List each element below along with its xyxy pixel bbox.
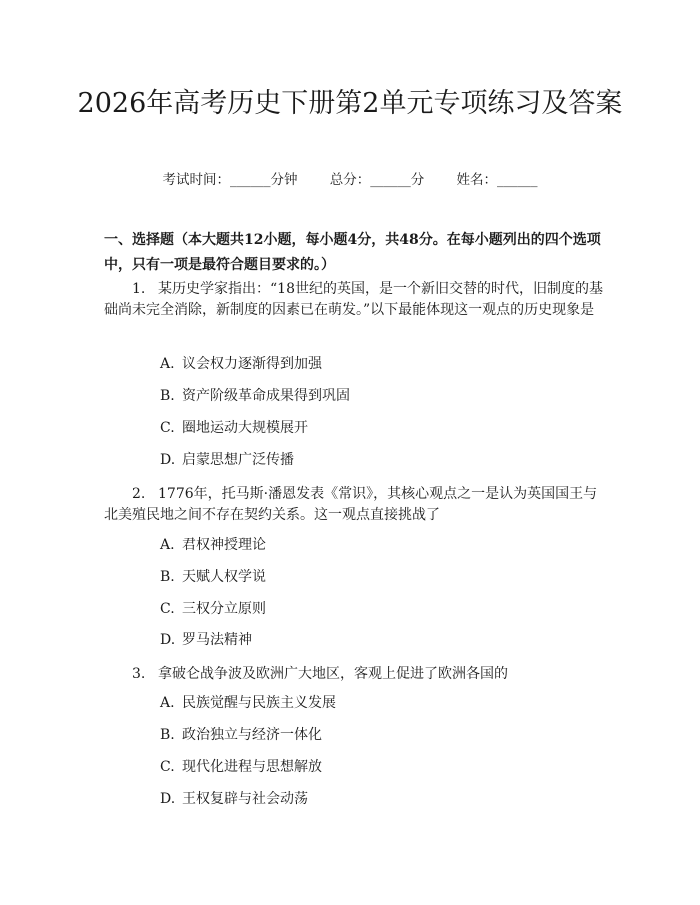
option-letter: D. xyxy=(160,632,176,648)
question-number: 2. xyxy=(132,486,146,502)
question-1-option-a xyxy=(160,354,322,374)
option-letter: D. xyxy=(160,452,176,468)
question-3-option-b xyxy=(160,725,322,745)
section-heading: 一、选择题（本大题共12小题，每小题4分，共48分。在每小题列出的四个选项中，只有一项是最符合题目要求的。） xyxy=(104,232,601,273)
question-number: 1. xyxy=(132,281,146,297)
option-letter: A. xyxy=(160,695,175,711)
option-text: 资产阶级革命成果得到巩固 xyxy=(182,388,350,404)
question-1-option-b xyxy=(160,386,350,406)
option-text: 罗马法精神 xyxy=(182,632,252,648)
exam-name: 姓名：______ xyxy=(456,172,538,188)
option-letter: A. xyxy=(160,356,175,372)
option-letter: C. xyxy=(160,420,175,436)
question-2-option-a xyxy=(160,535,266,555)
exam-score: 总分：______分 xyxy=(329,172,425,188)
option-letter: C. xyxy=(160,759,175,775)
option-text: 民族觉醒与民族主义发展 xyxy=(182,695,336,711)
option-letter: B. xyxy=(160,388,175,404)
option-text: 圈地运动大规模展开 xyxy=(182,420,308,436)
option-text: 启蒙思想广泛传播 xyxy=(182,452,294,468)
option-text: 政治独立与经济一体化 xyxy=(182,727,322,743)
question-3-option-d xyxy=(160,789,308,809)
question-3-stem xyxy=(104,664,604,685)
option-letter: A. xyxy=(160,537,175,553)
question-text: 拿破仑战争波及欧洲广大地区，客观上促进了欧洲各国的 xyxy=(158,666,508,682)
option-text: 君权神授理论 xyxy=(182,537,266,553)
question-text: 1776年，托马斯·潘恩发表《常识》，其核心观点之一是认为英国国王与北美殖民地之间不存在契约关系。这一观点直接挑战了 xyxy=(104,486,598,523)
option-text: 现代化进程与思想解放 xyxy=(182,759,322,775)
question-1-stem xyxy=(104,279,604,321)
option-letter: B. xyxy=(160,727,175,743)
question-2-option-d xyxy=(160,630,252,650)
question-number: 3. xyxy=(132,666,146,682)
option-letter: B. xyxy=(160,569,175,585)
page-title: 2026年高考历史下册第2单元专项练习及答案 xyxy=(77,88,623,119)
question-2-option-c xyxy=(160,599,266,619)
question-3-option-a xyxy=(160,693,336,713)
option-text: 议会权力逐渐得到加强 xyxy=(182,356,322,372)
question-1-option-c xyxy=(160,418,308,438)
exam-time: 考试时间：______分钟 xyxy=(162,172,298,188)
option-text: 王权复辟与社会动荡 xyxy=(182,791,308,807)
option-letter: D. xyxy=(160,791,176,807)
exam-meta xyxy=(0,168,700,188)
question-1-option-d xyxy=(160,450,294,470)
question-text: 某历史学家指出：“18世纪的英国，是一个新旧交替的时代，旧制度的基础尚未完全消除，新制度的因素已在萌发。”以下最能体现这一观点的历史现象是 xyxy=(104,281,603,318)
option-text: 三权分立原则 xyxy=(182,601,266,617)
question-2-option-b xyxy=(160,567,266,587)
option-text: 天赋人权学说 xyxy=(182,569,266,585)
option-letter: C. xyxy=(160,601,175,617)
question-2-stem xyxy=(104,484,604,526)
question-3-option-c xyxy=(160,757,322,777)
